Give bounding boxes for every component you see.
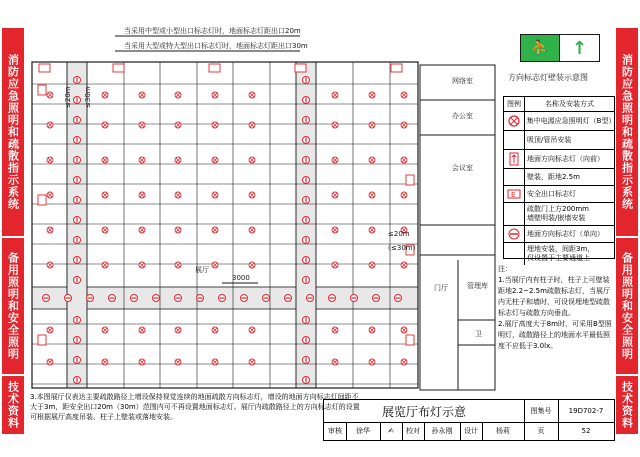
- distance-label: ≤30m: [84, 86, 92, 108]
- review-label: 审核: [324, 422, 347, 440]
- emergency-lamp-icon: [175, 227, 181, 233]
- emergency-lamp-icon: [139, 192, 145, 198]
- distance-label: ≤20m: [388, 230, 410, 238]
- emergency-lamp-icon: [401, 122, 407, 128]
- note-item: 2.展厅高度大于8m时，可采用B型照明灯，疏散路径上的地面水平最低照度不应低于3.0lx。: [498, 320, 612, 350]
- emergency-lamp-icon: [139, 122, 145, 128]
- emergency-lamp-icon: [175, 122, 181, 128]
- emergency-lamp-icon: [249, 262, 255, 268]
- exit-running-icon: ⛹: [521, 35, 560, 61]
- signature-mark: ✍: [380, 422, 403, 440]
- design-name: 杨莉: [482, 422, 525, 440]
- distance-label: ≤20m: [64, 86, 72, 108]
- room-label: 卫: [475, 330, 482, 338]
- svg-text:E: E: [511, 191, 516, 199]
- emergency-lamp-icon: [175, 192, 181, 198]
- emergency-lamp-icon: [102, 359, 108, 365]
- sidebar-band-label: 技术资料: [620, 381, 634, 429]
- emergency-lamp-icon: [47, 359, 53, 365]
- emergency-lamp-icon: [139, 227, 145, 233]
- emergency-lamp-icon: [47, 192, 53, 198]
- emergency-lamp-icon: [332, 327, 338, 333]
- emergency-lamp-icon: [369, 327, 375, 333]
- emergency-lamp-icon: [212, 359, 218, 365]
- notes-heading: 注：: [498, 265, 512, 273]
- emergency-lamp-icon: [369, 227, 375, 233]
- note-item: 1.当展厅内有柱子时，柱子上可壁装距地2.2~2.5m疏散标志灯，当展厅内无柱子和墙时，可设误埋地型疏散标志灯与疏散方向垂直。: [498, 276, 610, 317]
- page-label: 页: [524, 422, 559, 440]
- hall-outline: [32, 62, 418, 388]
- emergency-lamp-icon: [175, 327, 181, 333]
- room-label: 门厅: [434, 284, 448, 292]
- legend-row: [504, 226, 614, 243]
- emergency-lamp-icon: [369, 92, 375, 98]
- blank-cell: [504, 131, 525, 149]
- emergency-lamp-icon: [249, 92, 255, 98]
- emergency-lamp-icon: [102, 327, 108, 333]
- legend-head-symbol: 图例: [504, 97, 525, 111]
- emergency-lamp-icon: [47, 227, 53, 233]
- emergency-lamp-icon: [102, 227, 108, 233]
- direction-sign-icon: [406, 335, 414, 345]
- emergency-lamp-icon: [369, 262, 375, 268]
- emergency-lamp-icon: [401, 157, 407, 163]
- sidebar-band-label: 技术资料: [6, 381, 20, 429]
- emergency-lamp-icon: [369, 122, 375, 128]
- spacing-label: 3000: [232, 274, 250, 282]
- legend-text: 埋地安装，间距3m， 仅设置于主要通道上: [527, 245, 595, 262]
- direction-sign-icon: [504, 150, 525, 168]
- exit-sign-icon: [209, 64, 220, 72]
- emergency-lamp-icon: [212, 157, 218, 163]
- emergency-lamp-icon: [47, 92, 53, 98]
- floor-sign-icon: [504, 226, 525, 242]
- emergency-lamp-icon: [102, 262, 108, 268]
- distance-label: （≤30m）: [384, 244, 420, 252]
- atlas-number: 19D702-7: [558, 400, 614, 423]
- emergency-lamp-icon: [401, 92, 407, 98]
- direction-sign-icon: [38, 335, 46, 345]
- emergency-lamp-icon: [47, 157, 53, 163]
- check-name: 孙永刚: [424, 422, 461, 440]
- emergency-lamp-icon: [401, 262, 407, 268]
- grid-layer: [32, 62, 418, 388]
- emergency-lamp-icon: [212, 227, 218, 233]
- exit-sign-icon: [295, 64, 306, 72]
- exit-sign-icon: [39, 64, 50, 72]
- emergency-lamp-icon: [332, 192, 338, 198]
- sidebar-band-label: 消防应急照明和疏散指示系统: [6, 54, 20, 210]
- emergency-lamp-icon: [139, 327, 145, 333]
- exhibit-label: 展厅: [195, 266, 209, 274]
- emergency-lamp-icon: [102, 192, 108, 198]
- emergency-lamp-icon: [332, 227, 338, 233]
- blank-cell: [504, 203, 525, 225]
- emergency-lamp-icon: [332, 359, 338, 365]
- legend-text: 疏散门上方200mm 墙壁明装/嵌墙安装: [527, 205, 589, 222]
- emergency-lamp-icon: [139, 92, 145, 98]
- legend-row: [504, 203, 614, 226]
- legend-text: 地面方向标志灯（向前）: [527, 154, 604, 163]
- direction-sign-icon: [38, 85, 46, 95]
- emergency-lamp-icon: [47, 327, 53, 333]
- room-label: 网络室: [452, 77, 473, 85]
- legend-text: 地面方向标志灯（单向）: [527, 229, 604, 238]
- emergency-lamp-icon: [369, 359, 375, 365]
- design-label: 设计: [460, 422, 483, 440]
- emergency-lamp-icon: [175, 157, 181, 163]
- legend-header: [504, 97, 614, 112]
- sidebar-band-label: 消防应急照明和疏散指示系统: [620, 54, 634, 210]
- direction-sign-icon: [406, 175, 414, 185]
- emergency-lamp-icon: [139, 359, 145, 365]
- emergency-lamp-icon: [249, 359, 255, 365]
- title-block: [323, 399, 615, 441]
- sidebar-band-label: 备用照明和安全照明: [6, 252, 20, 360]
- legend-text: 安全出口标志灯: [527, 189, 576, 198]
- room-label: 会议室: [452, 164, 473, 172]
- emergency-lamp-icon: [249, 157, 255, 163]
- emergency-lamp-icon: [332, 122, 338, 128]
- emergency-lamp-icon: [139, 157, 145, 163]
- legend-head-desc: 名称及安装方式: [545, 100, 594, 108]
- emergency-lamp-icon: [249, 227, 255, 233]
- direction-sign-icon: [38, 195, 46, 205]
- emergency-lamp-icon: [47, 262, 53, 268]
- room-label: 管理库: [467, 282, 488, 290]
- sign-caption: 方向标志灯壁装示意图: [508, 73, 588, 82]
- legend-table: [503, 96, 616, 262]
- emergency-lamp-icon: [332, 262, 338, 268]
- emergency-lamp-icon: [249, 122, 255, 128]
- emergency-lamp-icon: [504, 112, 525, 130]
- emergency-lamp-icon: [332, 92, 338, 98]
- bottom-note: 3.本图展厅仅表达主要疏散路径上增设保持视觉连续的地面疏散方向标志灯，增设的地面方向标志灯间距不大于3m，距安全出口20m（30m）范围内可不再设置地面标志灯。展厅内疏散路径上的方向标志灯的设置可根据展厅高度吊装、柱子上壁装或落地安装。: [30, 393, 360, 421]
- check-label: 校对: [402, 422, 425, 440]
- exit-sign-icon: [391, 64, 402, 72]
- exit-sign-icon: [113, 64, 124, 72]
- exit-sign-icon: [504, 186, 525, 202]
- emergency-lamp-icon: [212, 192, 218, 198]
- legend-row: [504, 150, 614, 169]
- exit-sign-diagram: [520, 34, 600, 62]
- emergency-lamp-icon: [175, 359, 181, 365]
- legend-text: 吸顶/管吊安装: [527, 135, 572, 144]
- emergency-lamp-icon: [249, 327, 255, 333]
- exit-arrow-icon: [560, 35, 599, 61]
- emergency-lamp-icon: [102, 92, 108, 98]
- callout-large-exit: 当采用大型或特大型出口标志灯时，地面标志灯距出口30m: [124, 42, 308, 50]
- emergency-lamp-icon: [139, 262, 145, 268]
- legend-row: [504, 112, 614, 131]
- legend-text: 集中电源应急照明灯（B型）: [526, 116, 616, 125]
- emergency-lamp-icon: [401, 359, 407, 365]
- emergency-lamp-icon: [175, 262, 181, 268]
- sidebar-band-label: 备用照明和安全照明: [620, 252, 634, 360]
- legend-row: [504, 243, 614, 265]
- blank-cell: [504, 169, 525, 185]
- legend-row: [504, 186, 614, 203]
- emergency-lamp-icon: [212, 92, 218, 98]
- legend-text: 壁装，距地2.5m: [527, 172, 580, 181]
- review-name: 徐华: [346, 422, 381, 440]
- emergency-lamp-icon: [249, 192, 255, 198]
- legend-row: [504, 131, 614, 150]
- emergency-lamp-icon: [332, 157, 338, 163]
- emergency-lamp-icon: [369, 157, 375, 163]
- emergency-lamp-icon: [212, 262, 218, 268]
- blank-cell: [504, 243, 525, 265]
- callout-small-exit: 当采用中型或小型出口标志灯时，地面标志灯距出口20m: [124, 27, 301, 35]
- emergency-lamp-icon: [212, 122, 218, 128]
- notes-block: [498, 264, 613, 352]
- emergency-lamp-icon: [175, 92, 181, 98]
- emergency-lamp-icon: [401, 327, 407, 333]
- atlas-label: 图集号: [524, 400, 559, 423]
- arrow-glyph: ↑: [571, 37, 588, 59]
- emergency-lamp-icon: [102, 122, 108, 128]
- room-label: 办公室: [452, 112, 473, 120]
- emergency-lamp-icon: [102, 157, 108, 163]
- legend-row: [504, 169, 614, 186]
- emergency-lamp-icon: [401, 192, 407, 198]
- drawing-title: 展览厅布灯示意: [324, 400, 525, 423]
- page-number: 52: [581, 427, 591, 435]
- emergency-lamp-icon: [212, 327, 218, 333]
- emergency-lamp-icon: [47, 122, 53, 128]
- emergency-lamp-icon: [369, 192, 375, 198]
